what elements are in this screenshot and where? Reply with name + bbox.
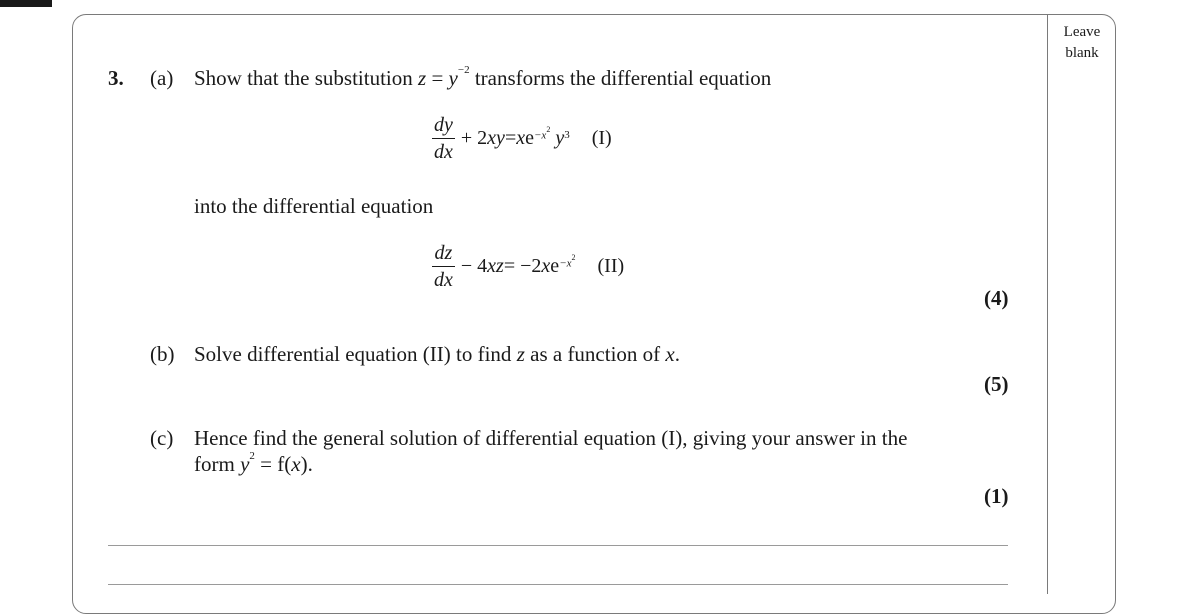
part-b-mid: as a function of xyxy=(524,342,666,366)
part-c-label: (c) xyxy=(150,426,174,450)
part-b-x: x xyxy=(665,342,675,366)
eq1-y-pow: 3 xyxy=(564,128,570,141)
sub-var-y: y xyxy=(448,66,458,90)
part-b-z: z xyxy=(516,342,525,366)
part-c-form: form xyxy=(194,452,241,476)
eq1-x: x xyxy=(516,127,526,149)
eq1-tag: (I) xyxy=(591,127,612,149)
eq1-exp-pow: 2 xyxy=(546,125,551,135)
part-a-label: (a) xyxy=(150,66,174,90)
part-a-intro xyxy=(194,66,771,91)
part-a-intro-after: transforms the differential equation xyxy=(469,66,772,90)
eq1-equals: = xyxy=(504,127,517,149)
eq2-xz: xz xyxy=(487,255,504,277)
eq1-exp-base: −x xyxy=(534,129,547,142)
eq1-numerator: dy xyxy=(434,114,453,136)
answer-line[interactable] xyxy=(108,584,1008,585)
eq2-fraction-bar xyxy=(432,266,455,267)
answer-line[interactable] xyxy=(108,545,1008,546)
eq1-denominator: dx xyxy=(434,141,453,163)
equation-one xyxy=(432,114,612,163)
eq1-e: e xyxy=(525,127,534,149)
part-b-label: (b) xyxy=(150,342,175,366)
eq2-exp xyxy=(559,255,575,270)
part-c-marks: (1) xyxy=(984,484,1009,508)
eq1-y: y xyxy=(555,127,565,149)
part-a-intro-before: Show that the substitution xyxy=(194,66,413,90)
part-b-before: Solve differential equation (II) to find xyxy=(194,342,512,366)
question-frame xyxy=(72,14,1116,614)
page-corner-bar xyxy=(0,0,52,7)
eq1-exp xyxy=(534,127,550,142)
eq2-exp-base: −x xyxy=(559,257,572,270)
part-a-marks: (4) xyxy=(984,286,1009,310)
sub-exponent: −2 xyxy=(457,64,470,76)
equation-two xyxy=(432,242,624,291)
part-c-y-pow: 2 xyxy=(249,450,255,462)
part-b-marks: (5) xyxy=(984,372,1009,396)
eq1-plus: + 2 xyxy=(460,127,488,149)
part-b-text xyxy=(194,342,680,367)
eq2-denominator: dx xyxy=(434,269,453,291)
part-c-x: x xyxy=(291,452,301,476)
part-b-end: . xyxy=(674,342,680,366)
part-c-end: ). xyxy=(300,452,313,476)
sub-eq: = xyxy=(426,66,449,90)
eq2-e: e xyxy=(550,255,560,277)
eq1-fraction xyxy=(432,114,455,163)
part-c-y: y xyxy=(240,452,250,476)
margin-divider xyxy=(1047,14,1048,594)
eq2-tag: (II) xyxy=(597,255,625,277)
sub-var-z: z xyxy=(418,66,427,90)
eq2-equals: = −2 xyxy=(503,255,542,277)
question-number: 3. xyxy=(108,66,124,90)
into-text: into the differential equation xyxy=(194,194,434,218)
part-c-line1: Hence find the general solution of differential equation (I), giving your answer in the xyxy=(194,426,908,450)
part-c-line2 xyxy=(194,452,313,477)
leave-blank-label: Leave blank xyxy=(1063,24,1101,61)
eq2-x: x xyxy=(541,255,551,277)
eq1-fraction-bar xyxy=(432,138,455,139)
eq2-fraction xyxy=(432,242,455,291)
eq2-exp-pow: 2 xyxy=(571,253,576,263)
eq2-numerator: dz xyxy=(434,242,453,264)
eq2-minus: − 4 xyxy=(460,255,488,277)
eq1-xy: xy xyxy=(487,127,505,149)
part-c-f: = f( xyxy=(254,452,292,476)
